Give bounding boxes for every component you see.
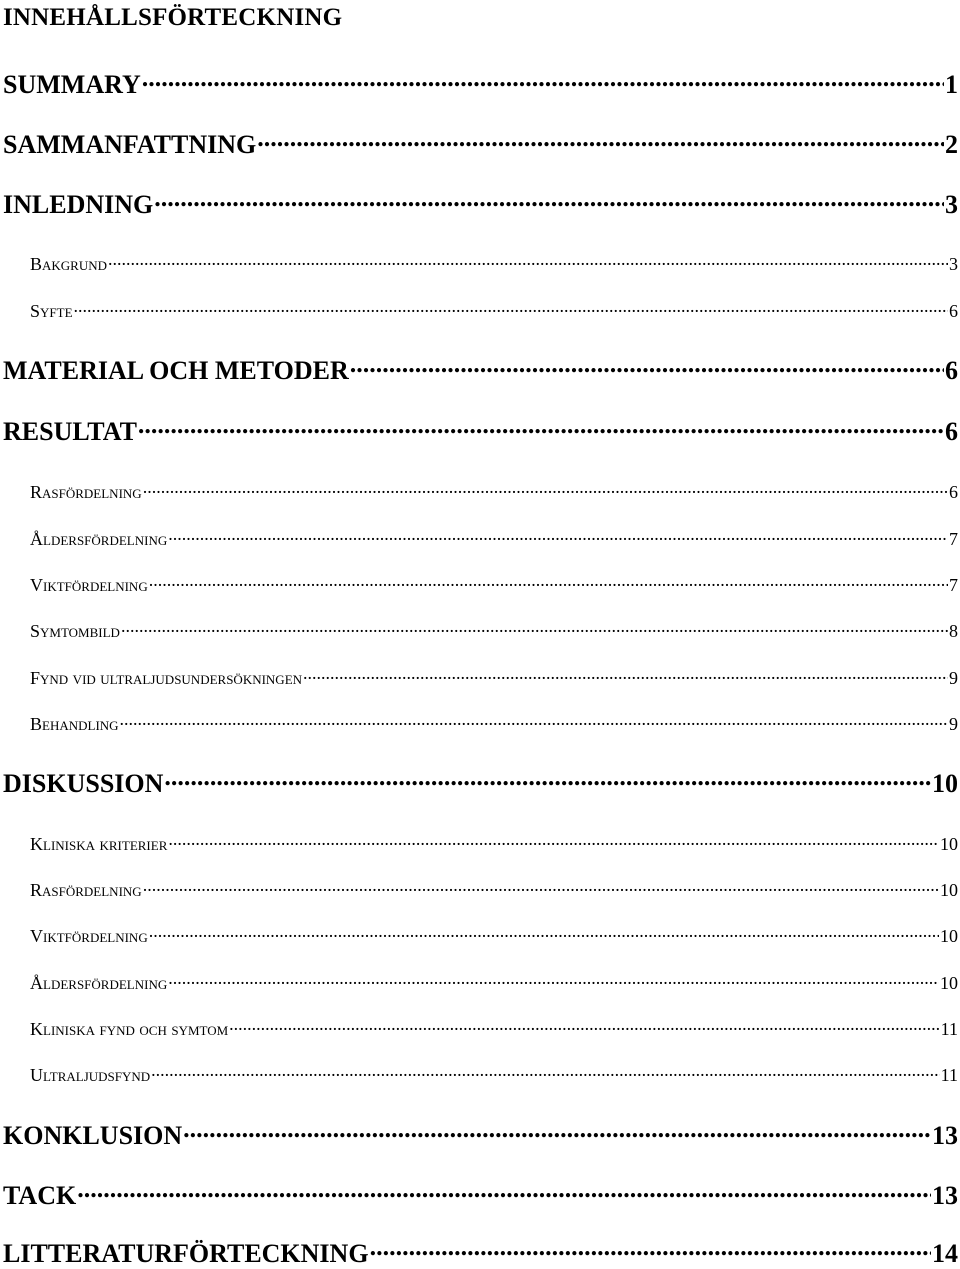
toc-entry[interactable] (3, 1175, 958, 1211)
toc-entry-page: 3 (945, 189, 958, 219)
toc-entry-page: 10 (940, 833, 958, 854)
toc-leader-dots (149, 922, 939, 942)
toc-entry-label: Viktfördelning (30, 574, 148, 595)
toc-entry-label: SUMMARY (3, 69, 141, 99)
toc-entry-page: 13 (932, 1180, 958, 1210)
toc-entry-label: MATERIAL OCH METODER (3, 355, 349, 385)
toc-entry-page: 10 (940, 972, 958, 993)
toc-entry-page: 6 (949, 481, 958, 502)
toc-entry-label: Fynd vid ultraljudsundersökningen (30, 667, 303, 688)
toc-leader-dots (303, 664, 948, 684)
toc-entry-page: 6 (945, 355, 958, 385)
toc-leader-dots (142, 64, 944, 93)
toc-entry[interactable] (30, 478, 958, 503)
toc-leader-dots (149, 571, 948, 591)
toc-entry-label: Symtombild (30, 620, 120, 641)
toc-leader-dots (183, 1115, 931, 1144)
toc-leader-dots (168, 525, 948, 545)
toc-entry-label: Bakgrund (30, 253, 108, 274)
toc-entry[interactable] (30, 1015, 958, 1040)
toc-entry-page: 3 (949, 253, 958, 274)
toc-entry[interactable] (3, 763, 958, 799)
toc-entry-label: RESULTAT (3, 416, 137, 446)
toc-entry[interactable] (3, 1233, 958, 1269)
toc-entry-label: SAMMANFATTNING (3, 129, 257, 159)
toc-entry-label: TACK (3, 1180, 77, 1210)
toc-leader-dots (154, 184, 944, 213)
toc-entry[interactable] (30, 250, 958, 275)
toc-entry-page: 1 (945, 69, 958, 99)
toc-entry[interactable] (3, 1115, 958, 1151)
toc-entry-label: LITTERATURFÖRTECKNING (3, 1238, 369, 1268)
toc-entry[interactable] (30, 710, 958, 735)
toc-leader-dots (74, 297, 948, 317)
toc-leader-dots (164, 763, 931, 792)
toc-entry-page: 9 (949, 713, 958, 734)
toc-entry-label: INLEDNING (3, 189, 154, 219)
toc-entry-page: 9 (949, 667, 958, 688)
toc-entry[interactable] (30, 1061, 958, 1086)
toc-entry[interactable] (3, 64, 958, 100)
toc-entry-page: 14 (932, 1238, 958, 1268)
toc-leader-dots (168, 830, 939, 850)
toc-leader-dots (151, 1061, 940, 1081)
toc-leader-dots (143, 478, 948, 498)
toc-entry[interactable] (3, 124, 958, 160)
toc-entry[interactable] (30, 664, 958, 689)
toc-entry-label: KONKLUSION (3, 1120, 183, 1150)
toc-entry[interactable] (30, 617, 958, 642)
toc-entry[interactable] (3, 184, 958, 220)
toc-leader-dots (77, 1175, 931, 1204)
toc-entry-page: 2 (945, 129, 958, 159)
toc-entry[interactable] (30, 297, 958, 322)
toc-entry-page: 13 (932, 1120, 958, 1150)
toc-entry[interactable] (30, 922, 958, 947)
toc-entry-label: Ultraljudsfynd (30, 1064, 151, 1085)
toc-entry-page: 11 (940, 1064, 958, 1085)
toc-title: INNEHÅLLSFÖRTECKNING (3, 4, 343, 31)
toc-entry-page: 8 (949, 620, 958, 641)
toc-entry[interactable] (30, 525, 958, 550)
toc-leader-dots (143, 876, 939, 896)
toc-leader-dots (168, 969, 939, 989)
toc-entry-label: Rasfördelning (30, 879, 142, 900)
toc-leader-dots (138, 411, 944, 440)
toc-entry[interactable] (30, 830, 958, 855)
toc-entry-page: 10 (940, 925, 958, 946)
toc-entry-label: Rasfördelning (30, 481, 142, 502)
toc-entry-label: Viktfördelning (30, 925, 148, 946)
toc-leader-dots (108, 250, 948, 270)
toc-entry-page: 6 (949, 300, 958, 321)
toc-leader-dots (229, 1015, 939, 1035)
toc-entry-page: 10 (940, 879, 958, 900)
toc-entry-label: Syfte (30, 300, 73, 321)
toc-leader-dots (120, 710, 948, 730)
toc-leader-dots (121, 617, 948, 637)
toc-entry-page: 7 (949, 528, 958, 549)
toc-entry[interactable] (3, 411, 958, 447)
toc-leader-dots (350, 350, 944, 379)
toc-leader-dots (257, 124, 944, 153)
toc-entry-label: Behandling (30, 713, 119, 734)
toc-entry[interactable] (30, 571, 958, 596)
toc-entry-label: Kliniska kriterier (30, 833, 168, 854)
toc-entry-label: Åldersfördelning (30, 972, 168, 993)
toc-entry-label: DISKUSSION (3, 768, 164, 798)
toc-entry-page: 11 (940, 1018, 958, 1039)
toc-entry-label: Åldersfördelning (30, 528, 168, 549)
toc-entry[interactable] (30, 876, 958, 901)
toc-entry-page: 7 (949, 574, 958, 595)
toc-entry-page: 10 (932, 768, 958, 798)
toc-entry-page: 6 (945, 416, 958, 446)
toc-entry[interactable] (30, 969, 958, 994)
toc-entry[interactable] (3, 350, 958, 386)
toc-entry-label: Kliniska fynd och symtom (30, 1018, 229, 1039)
toc-leader-dots (370, 1233, 931, 1262)
